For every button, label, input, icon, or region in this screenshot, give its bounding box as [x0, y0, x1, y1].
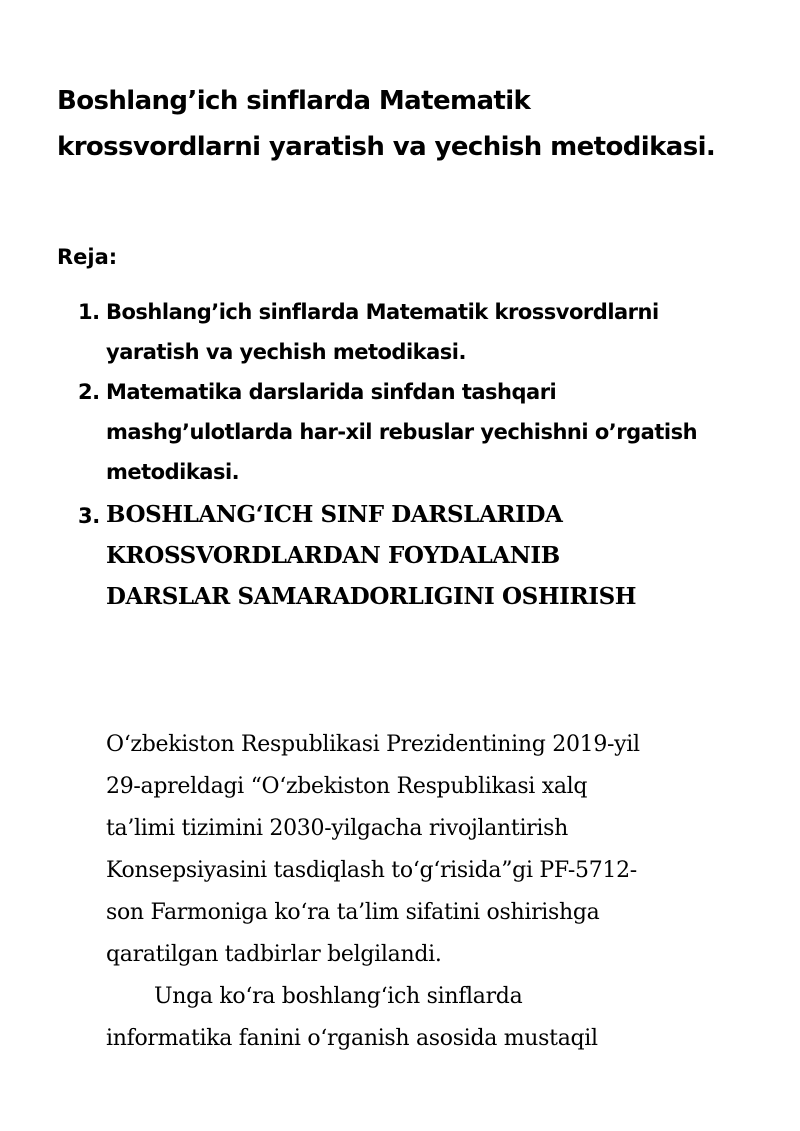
plan-list [0, 292, 800, 617]
plan-item-number: 2. [78, 380, 100, 404]
plan-item-line: KROSSVORDLARDAN FOYDALANIB [106, 542, 560, 569]
title-line: krossvordlarni yaratish va yechish metodikasi. [57, 132, 716, 162]
body-line: qaratilgan tadbirlar belgilandi. [106, 942, 442, 967]
document-title [57, 78, 777, 170]
plan-item-line: BOSHLANG‘ICH SINF DARSLARIDA [106, 501, 563, 528]
plan-item-line: metodikasi. [106, 460, 240, 484]
plan-item-line: DARSLAR SAMARADORLIGINI OSHIRISH [106, 583, 637, 610]
plan-item-3 [0, 494, 800, 617]
plan-heading: Reja: [57, 245, 118, 269]
plan-item-2 [0, 372, 800, 492]
body-line: informatika fanini o‘rganish asosida mustaqil [106, 1026, 598, 1051]
plan-item-number: 1. [78, 300, 100, 324]
plan-item-line: mashg’ulotlarda har-xil rebuslar yechishni o’rgatish [106, 420, 698, 444]
body-line: son Farmoniga ko‘ra ta’lim sifatini oshirishga [106, 900, 600, 925]
body-line: Konsepsiyasini tasdiqlash to‘g‘risida”gi PF-5712- [106, 858, 637, 883]
body-line: ta’limi tizimini 2030-yilgacha rivojlantirish [106, 816, 568, 841]
body-paragraphs [106, 724, 766, 1060]
body-line: Unga ko‘ra boshlang‘ich sinflarda [154, 984, 523, 1009]
body-line: O‘zbekiston Respublikasi Prezidentining 2019-yil [106, 732, 640, 757]
plan-item-number: 3. [78, 504, 100, 528]
plan-item-line: Boshlang’ich sinflarda Matematik krossvordlarni [106, 300, 659, 324]
body-line: 29-apreldagi “O‘zbekiston Respublikasi xalq [106, 774, 588, 799]
plan-item-line: Matematika darslarida sinfdan tashqari [106, 380, 557, 404]
plan-item-1 [0, 292, 800, 372]
title-line: Boshlang’ich sinflarda Matematik [57, 86, 531, 116]
plan-item-line: yaratish va yechish metodikasi. [106, 340, 466, 364]
